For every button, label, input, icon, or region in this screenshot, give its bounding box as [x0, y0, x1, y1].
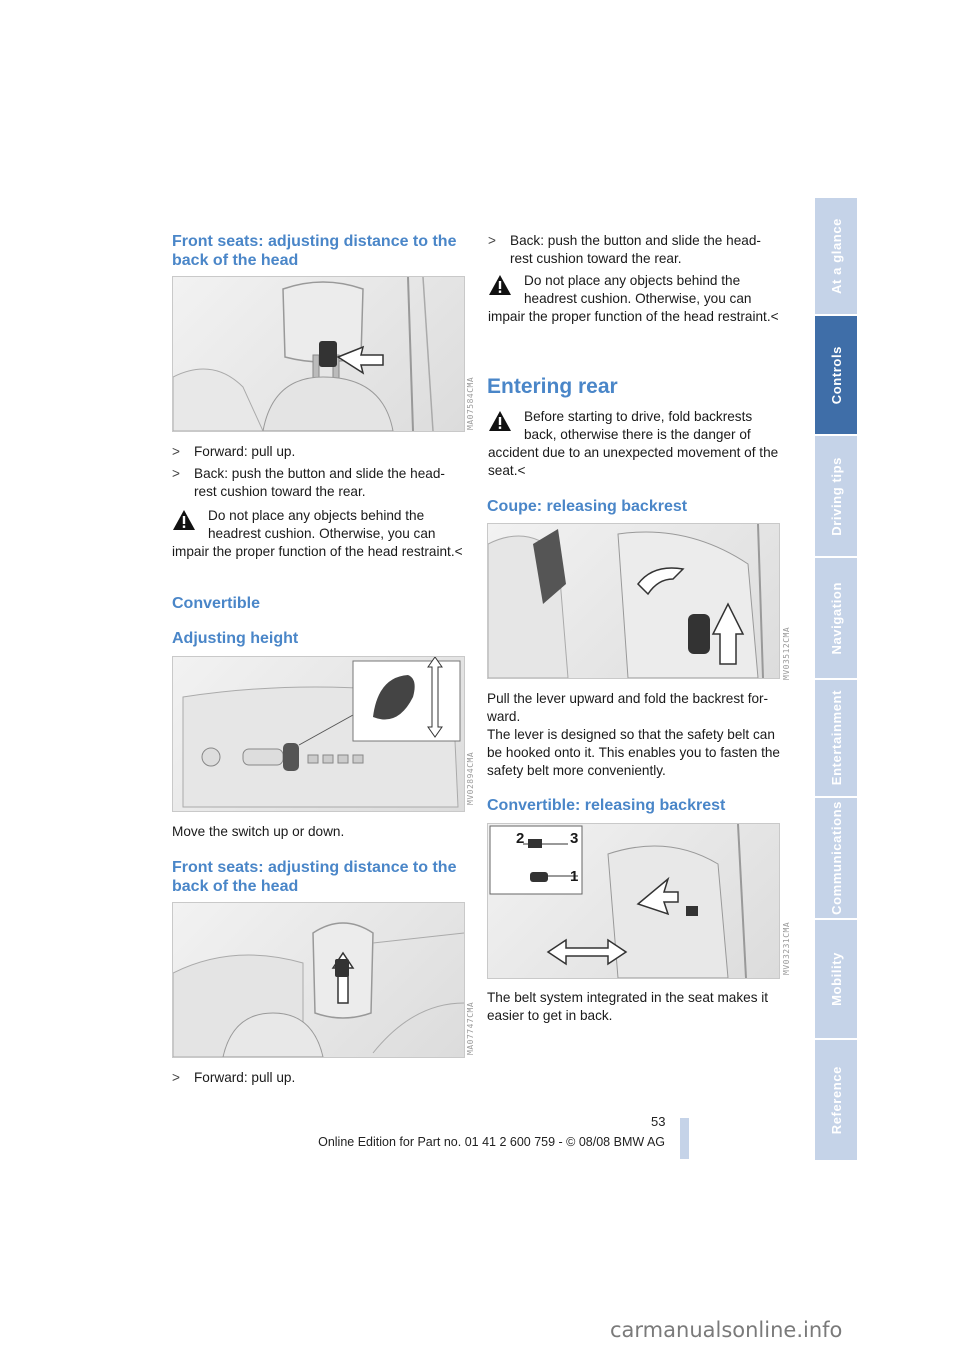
callout-label: 1 — [570, 868, 579, 885]
list-item: > Forward: pull up. — [172, 1070, 296, 1085]
headrest-figure-convertible — [172, 902, 465, 1058]
tab-mobility[interactable]: Mobility — [815, 920, 857, 1038]
callout-label: 3 — [570, 830, 579, 847]
list-item: > Back: push the button and slide the head-rest cushion toward the rear. — [488, 233, 761, 266]
callout-label: 2 — [516, 830, 525, 847]
figure-code: MV02894CMA — [466, 751, 475, 805]
warning-note: Do not place any objects behind the headrest cushion. Otherwise, you can impair the proper function of the head restraint.< — [172, 508, 463, 559]
coupe-backrest-figure — [487, 523, 780, 679]
warning-triangle-icon — [488, 410, 512, 432]
section-heading: Convertible — [172, 595, 261, 612]
seat-switch-figure — [172, 656, 465, 812]
convertible-backrest-figure — [487, 823, 780, 979]
headrest-figure — [172, 276, 465, 432]
section-heading: Front seats: adjusting distance to the back of the head — [172, 233, 457, 269]
figure-code: MV03231CMA — [782, 921, 791, 975]
figure-code: MA07747CMA — [466, 1001, 475, 1055]
tab-navigation[interactable]: Navigation — [815, 558, 857, 678]
body-text: The lever is designed so that the safety belt can be hooked onto it. This enables you to fasten the safety belt more conveniently. — [487, 727, 780, 778]
subsection-heading: Convertible: releasing backrest — [487, 797, 726, 814]
footer-marker — [680, 1118, 689, 1159]
tab-entertainment[interactable]: Entertainment — [815, 680, 857, 796]
watermark: carmanualsonline.info — [610, 1318, 843, 1342]
tab-controls[interactable]: Controls — [815, 316, 857, 434]
tab-reference[interactable]: Reference — [815, 1040, 857, 1160]
figure-code: MV03512CMA — [782, 626, 791, 680]
list-item: > Forward: pull up. — [172, 444, 296, 459]
body-text: The belt system integrated in the seat makes it easier to get in back. — [487, 990, 769, 1023]
warning-note: Do not place any objects behind the headrest cushion. Otherwise, you can impair the proper function of the head restraint.< — [488, 273, 779, 324]
figure-code: MA07584CMA — [466, 376, 475, 430]
subsection-heading: Adjusting height — [172, 630, 299, 647]
section-heading: Front seats: adjusting distance to the back of the head — [172, 859, 457, 895]
warning-triangle-icon — [172, 509, 196, 531]
footer-edition: Online Edition for Part no. 01 41 2 600 759 - © 08/08 BMW AG — [318, 1135, 665, 1149]
tab-at-a-glance[interactable]: At a glance — [815, 198, 857, 314]
section-heading: Entering rear — [487, 375, 618, 398]
page-number: 53 — [651, 1114, 666, 1129]
subsection-heading: Coupe: releasing backrest — [487, 498, 688, 515]
body-text: Move the switch up or down. — [172, 824, 345, 839]
list-item: > Back: push the button and slide the head-rest cushion toward the rear. — [172, 466, 445, 499]
warning-triangle-icon — [488, 274, 512, 296]
warning-note: Before starting to drive, fold backrests back, otherwise there is the danger of accident due to an unexpected movement of the seat.< — [488, 409, 779, 478]
tab-communications[interactable]: Communications — [815, 798, 857, 918]
tab-driving-tips[interactable]: Driving tips — [815, 436, 857, 556]
body-text: Pull the lever upward and fold the backrest for-ward. — [487, 691, 769, 724]
